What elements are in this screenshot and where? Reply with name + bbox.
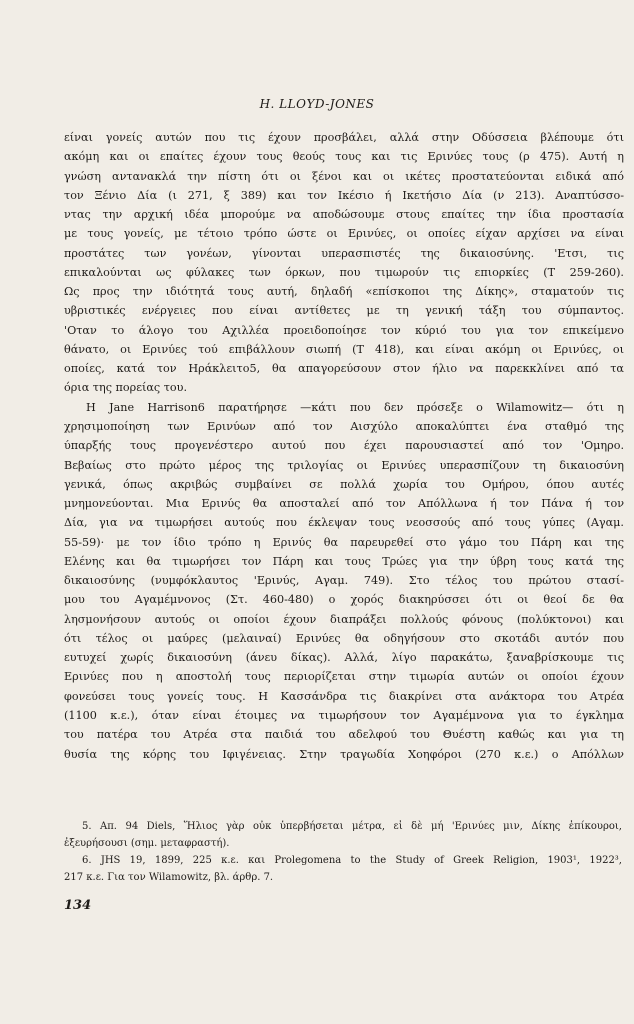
body-line: Η Jane Harrison6 παρατήρησε —κάτι που δεν πρόσεξε ο Wilamowitz— ότι η xyxy=(86,400,624,414)
body-line: μου του Αγαμέμνονος (Στ. 460-480) ο χορός διακηρύσσει ότι οι θεοί δε θα xyxy=(64,593,624,607)
body-line: φονεύσει τους γονείς τους. Η Κασσάνδρα τις διακρίνει στα ανάκτορα του Ατρέα xyxy=(64,689,624,703)
body-line: δικαιοσύνης (νυμφόκλαυτος 'Ερινύς, Αγαμ. 749). Στο τέλος του πρώτου στασί- xyxy=(64,574,624,588)
body-line: του πατέρα του Ατρέα στα παιδιά του αδελφού του Θυέστη καθώς και για τη xyxy=(64,728,624,742)
body-line: Δία, για να τιμωρήσει αυτούς που έκλεψαν τους νεοσσούς από τους γύπες (Αγαμ. xyxy=(64,516,624,530)
body-line: Ελένης και θα τιμωρήσει τον Πάρη και τους Τρώες για την ύβρη τους κατά της xyxy=(64,554,624,568)
body-line: Ως προς την ιδιότητά τους αυτή, δηλαδή «επίσκοποι της Δίκης», σταματούν τις xyxy=(64,285,624,299)
body-line: είναι γονείς αυτών που τις έχουν προσβάλει, αλλά στην Οδύσσεια βλέπουμε ότι xyxy=(64,131,624,144)
body-line: (1100 κ.ε.), όταν είναι έτοιμες να τιμωρήσουν τον Αγαμέμνονα για το έγκλημα xyxy=(64,708,624,722)
body-line: Βεβαίως στο πρώτο μέρος της τριλογίας οι Ερινύες υπερασπίζουν τη δικαιοσύνη xyxy=(64,458,624,472)
body-line: γνώση αντανακλά την πίστη ότι οι ξένοι και οι ικέτες προστατεύονται ειδικά από xyxy=(64,169,624,183)
body-line: λησμονήσουν αυτούς οι οποίοι έχουν διαπράξει πολλούς φόνους (πολύκτονοι) και xyxy=(64,612,624,626)
body-line: θυσία της κόρης του Ιφιγένειας. Στην τραγωδία Χοηφόροι (270 κ.ε.) ο Απόλλων xyxy=(64,747,624,761)
body-line: οποίες, κατά τον Ηράκλειτο5, θα απαγορεύσουν στον ήλιο να παρεκκλίνει από τα xyxy=(64,362,624,376)
body-line: 'Οταν το άλογο του Αχιλλέα προειδοποίησε τον κύριό του για τον επικείμενο xyxy=(64,323,624,337)
body-line: θάνατο, οι Ερινύες τού επιβάλλουν σιωπή (Τ 418), και είναι ακόμη οι Ερινύες, οι xyxy=(64,342,624,356)
page-number: 134 xyxy=(64,898,92,913)
body-line: γενικά, όπως ακριβώς συμβαίνει σε πολλά χωρία του Ομήρου, όπου αυτές xyxy=(64,477,624,491)
body-line: ότι τέλος οι μαύρες (μελαιναί) Ερινύες θα οδηγήσουν στο σκοτάδι αυτόν που xyxy=(64,631,624,645)
footnote-line: 5. Απ. 94 Diels, Ἥλιος γὰρ οὐκ ὑπερβήσεται μέτρα, εἰ δὲ μή 'Ερινύες μιν, Δίκης ἐπίκουροι, xyxy=(82,821,622,832)
footnotes xyxy=(64,818,622,886)
body-line: Ερινύες που η αποστολή τους περιορίζεται στην τιμωρία αυτών οι οποίοι έχουν xyxy=(64,670,624,684)
body-line: ντας την αρχική ιδέα μπορούμε να αποδώσουμε στους επαίτες την ίδια προστασία xyxy=(64,208,624,222)
body-line: επικαλούνται ως φύλακες των όρκων, που τιμωρούν τις επιορκίες (Τ 259-260). xyxy=(64,265,624,279)
footnote-line: 217 κ.ε. Για τον Wilamowitz, βλ. άρθρ. 7. xyxy=(64,872,274,883)
body-line: όρια της πορείας του. xyxy=(64,381,188,395)
footnote-line: 6. JHS 19, 1899, 225 κ.ε. και Prolegomena to the Study of Greek Religion, 1903¹, 1922³, xyxy=(82,855,622,866)
body-line: υβριστικές ενέργειες που είναι αντίθετες με τη γενική τάξη του σύμπαντος. xyxy=(64,304,624,318)
body-line: 55-59)· με τον ίδιο τρόπο η Ερινύς θα παρευρεθεί στο γάμο του Πάρη και της xyxy=(64,535,624,549)
body-line: μνημονεύονται. Μια Ερινύς θα αποσταλεί από τον Απόλλωνα ή τον Πάνα ή τον xyxy=(64,497,624,511)
body-line: με τους γονείς, με τέτοιο τρόπο ώστε οι Ερινύες, οι οποίες είχαν αρχίσει να είναι xyxy=(64,227,624,241)
body-line: ευτυχεί χωρίς δικαιοσύνη (άνευ δίκας). Αλλά, λίγο παρακάτω, ξαναβρίσκουμε τις xyxy=(64,651,624,665)
body-line: τον Ξένιο Δία (ι 271, ξ 389) και τον Ικέσιο ή Ικετήσιο Δία (ν 213). Αναπτύσσο- xyxy=(64,188,624,202)
body-line: ύπαρξής τους προγενέστερο αυτού που έχει παρουσιαστεί από τον 'Ομηρο. xyxy=(64,439,624,453)
running-header: H. LLOYD-JONES xyxy=(259,97,375,111)
footnote-line: ἐξευρήσουσι (σημ. μεταφραστή). xyxy=(64,838,230,849)
body-line: χρησιμοποίηση των Ερινύων από τον Αισχύλο αποκαλύπτει ένα σταθμό της xyxy=(64,419,624,433)
body-line: προστάτες των γονέων, γίνονται υπερασπιστές της δικαιοσύνης. 'Ετσι, τις xyxy=(64,246,624,260)
body-line: ακόμη και οι επαίτες έχουν τους θεούς τους και τις Ερινύες τους (ρ 475). Αυτή η xyxy=(64,150,624,164)
body-text xyxy=(64,128,624,764)
